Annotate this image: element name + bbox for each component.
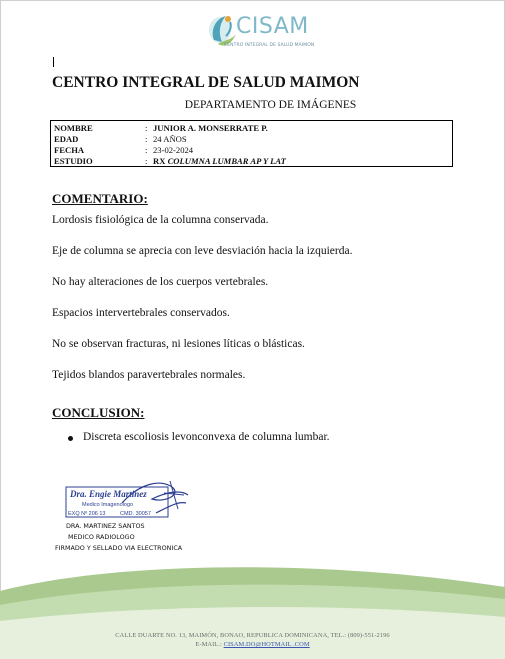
institution-title: CENTRO INTEGRAL DE SALUD MAIMON [52,74,360,91]
signature-stamp [60,473,200,523]
footer-email-link[interactable]: CISAM.DO@HOTMAIL .COM [223,641,310,648]
text-cursor [53,57,54,67]
footer-email-line [0,641,505,648]
conclusion-item: Discreta escoliosis levonconvexa de columna lumbar. [83,431,330,443]
info-label: ESTUDIO [54,156,93,166]
patient-info-box: NOMBRE : JUNIOR A. MONSERRATE P. EDAD : 24 AÑOS FECHA : 23-02-2024 ESTUDIO : RX COLUMNA LUMBAR AP Y LAT [50,120,453,167]
info-label: FECHA [54,145,85,155]
study-date: 23-02-2024 [153,145,194,155]
patient-name: JUNIOR A. MONSERRATE P. [153,123,268,133]
footer-address: CALLE DUARTE NO. 13, MAIMÓN, BONAO, REPUBLICA DOMINICANA, TEL.: (809)-551-2196 [115,632,390,639]
stamp-image [60,473,200,523]
cisam-logo [206,10,326,54]
comentario-heading: COMENTARIO: [52,191,148,206]
doctor-name: DRA. MARTINEZ SANTOS [66,522,145,530]
info-label: NOMBRE [54,123,93,133]
comentario-paragraph: Tejidos blandos paravertebrales normales. [52,369,246,381]
comentario-paragraph: No se observan fracturas, ni lesiones líticas o blásticas. [52,338,305,350]
comentario-paragraph: Eje de columna se aprecia con leve desviación hacia la izquierda. [52,245,353,257]
info-label: EDAD [54,134,79,144]
comentario-paragraph: Lordosis fisiológica de la columna conservada. [52,214,269,226]
logo-subtitle: CENTRO INTEGRAL DE SALUD MAIMON [224,43,315,48]
patient-age: 24 AÑOS [153,134,187,144]
svg-text:Dra. Engie Martinez: Dra. Engie Martinez [70,489,147,499]
doctor-title: MEDICO RADIOLOGO [68,533,135,541]
comentario-paragraph: No hay alteraciones de los cuerpos vertebrales. [52,276,269,288]
svg-text:EXQ Nº 206 13: EXQ Nº 206 13 [68,511,106,517]
signature-note: FIRMADO Y SELLADO VIA ELECTRONICA [55,544,183,552]
footer-email-label: E-MAIL.: [195,641,222,648]
comentario-paragraph: Espacios intervertebrales conservados. [52,307,230,319]
bullet-icon [68,436,73,441]
svg-text:CMD. 30057: CMD. 30057 [120,511,151,517]
study-name: RX COLUMNA LUMBAR AP Y LAT [153,156,286,166]
conclusion-heading: CONCLUSION: [52,405,145,420]
svg-text:Medico Imagenologo: Medico Imagenologo [82,502,134,508]
department-title: DEPARTAMENTO DE IMÁGENES [184,99,357,111]
logo-wordmark: CISAM [236,14,309,39]
